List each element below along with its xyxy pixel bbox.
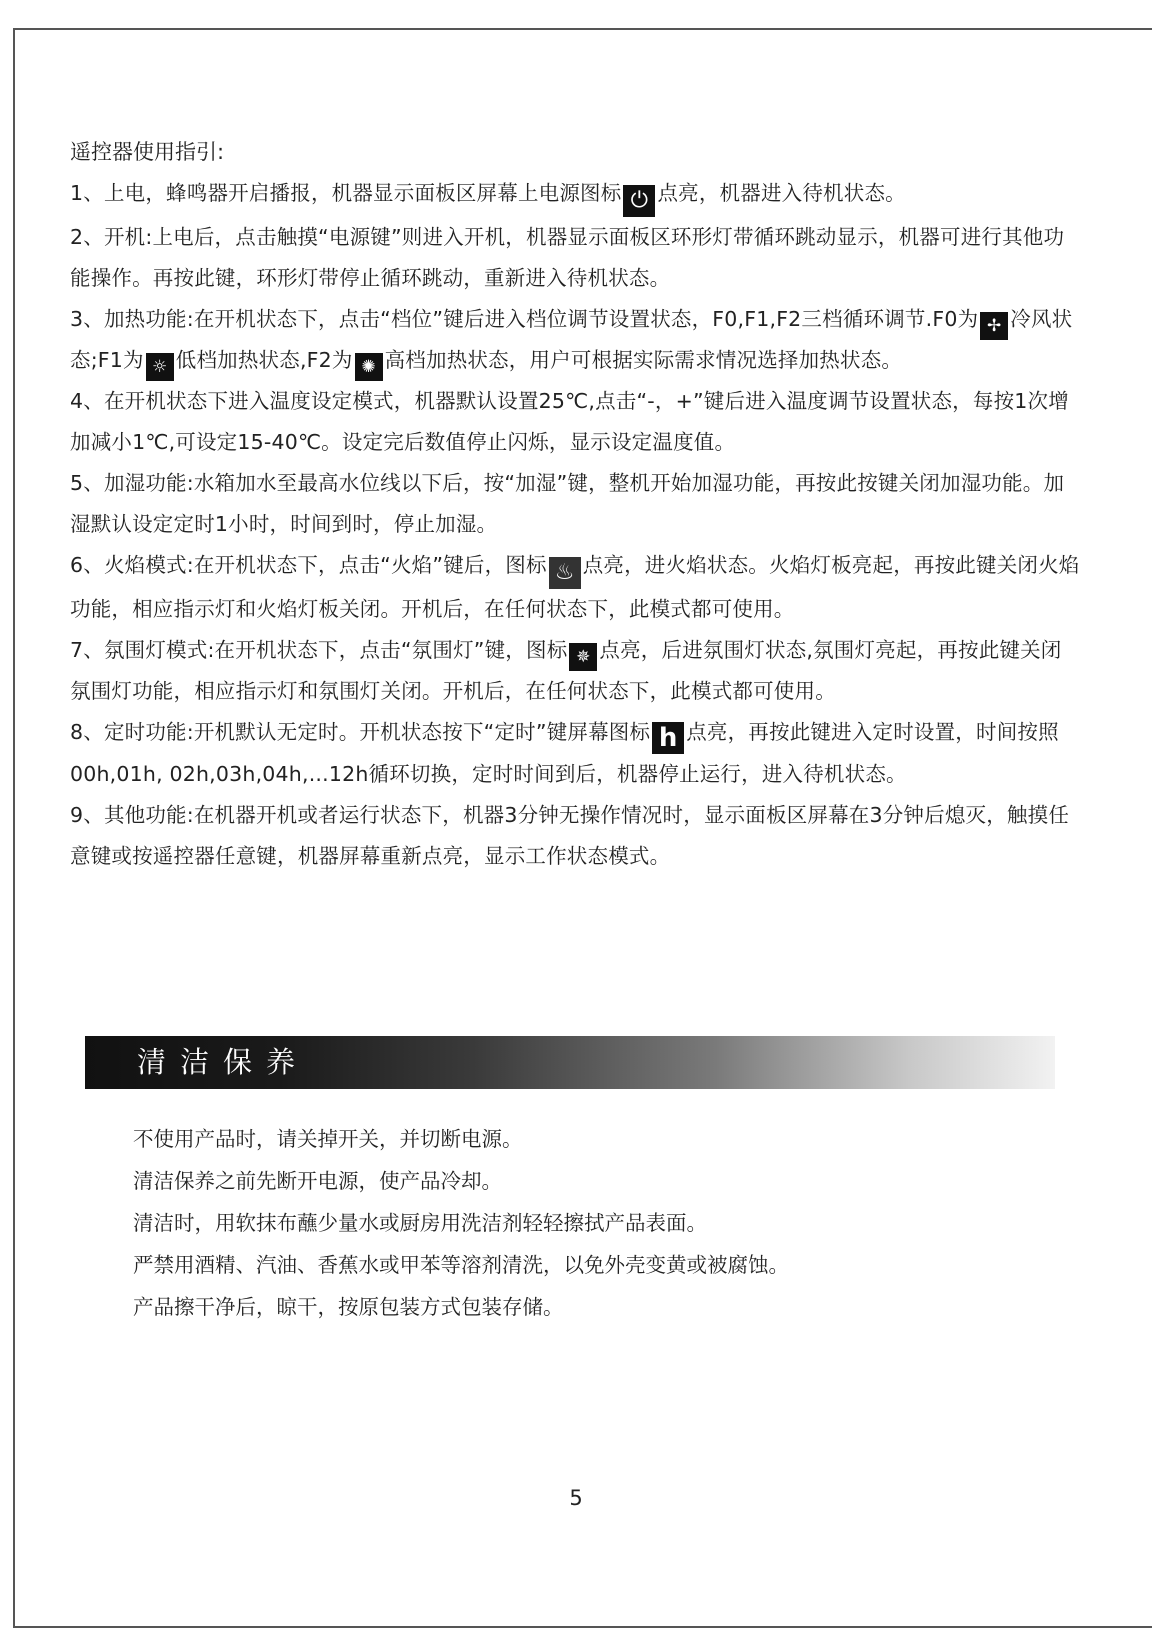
care-instructions	[133, 1118, 1033, 1328]
item-5: 5、加湿功能:水箱加水至最高水位线以下后，按“加湿”键，整机开始加湿功能，再按此按键关闭加湿功能。加湿默认设定定时1小时，时间到时，停止加湿。	[70, 471, 1065, 536]
item-7-text-b: 点亮，后进氛围灯状态,氛围灯亮起，再按此键关闭氛围灯功能，相应指示灯和氛围灯关闭。开机后，在任何状态下，此模式都可使用。	[70, 638, 1062, 703]
item-3-text-a: 3、加热功能:在开机状态下，点击“档位”键后进入档位调节设置状态，F0,F1,F2三档循环调节.F0为	[70, 307, 979, 331]
item-1-text-a: 1、上电，蜂鸣器开启播报，机器显示面板区屏幕上电源图标	[70, 181, 622, 205]
item-3	[70, 299, 1080, 381]
item-8	[70, 712, 1080, 795]
low-heat-icon: ☼	[146, 353, 174, 381]
item-7	[70, 630, 1080, 712]
care-line: 产品擦干净后，晾干，按原包装方式包装存储。	[133, 1295, 564, 1319]
item-1-text-b: 点亮，机器进入待机状态。	[657, 181, 906, 205]
care-line: 清洁保养之前先断开电源，使产品冷却。	[133, 1169, 502, 1193]
item-4: 4、在开机状态下进入温度设定模式，机器默认设置25℃,点击“-，+”键后进入温度调节设置状态，每按1次增加减小1℃,可设定15-40℃。设定完后数值停止闪烁，显示设定温度值。	[70, 389, 1069, 454]
instructions-heading: 遥控器使用指引:	[70, 140, 225, 164]
item-3-text-b: 冷风状态;F1为	[70, 307, 1073, 372]
item-6-text-b: 点亮，进火焰状态。火焰灯板亮起，再按此键关闭火焰功能，相应指示灯和火焰灯板关闭。开机后，在任何状态下，此模式都可使用。	[70, 553, 1080, 621]
item-8-text-b: 点亮，再按此键进入定时设置，时间按照00h,01h, 02h,03h,04h,...12h循环切换，定时时间到后，机器停止运行，进入待机状态。	[70, 720, 1059, 786]
ambient-light-icon: ✵	[569, 643, 597, 671]
section-banner	[85, 1036, 1055, 1089]
item-6	[70, 545, 1080, 630]
care-line: 清洁时，用软抹布蘸少量水或厨房用洗洁剂轻轻擦拭产品表面。	[133, 1211, 707, 1235]
item-3-text-d: 高档加热状态，用户可根据实际需求情况选择加热状态。	[384, 348, 903, 372]
item-3-text-c: 低档加热状态,F2为	[175, 348, 353, 372]
item-7-text-a: 7、氛围灯模式:在开机状态下，点击“氛围灯”键，图标	[70, 638, 568, 662]
page-number: 5	[569, 1486, 583, 1510]
item-8-text-a: 8、定时功能:开机默认无定时。开机状态按下“定时”键屏幕图标	[70, 720, 651, 744]
fan-icon: ✢	[980, 312, 1008, 340]
high-heat-icon: ✺	[355, 353, 383, 381]
power-icon: ⏻	[623, 185, 655, 217]
timer-h-icon: h	[652, 722, 684, 754]
instructions	[70, 138, 1080, 877]
item-6-text-a: 6、火焰模式:在开机状态下，点击“火焰”键后，图标	[70, 553, 547, 577]
item-9: 9、其他功能:在机器开机或者运行状态下，机器3分钟无操作情况时，显示面板区屏幕在3分钟后熄灭，触摸任意键或按遥控器任意键，机器屏幕重新点亮，显示工作状态模式。	[70, 803, 1070, 868]
section-title: 清洁保养	[137, 1045, 310, 1079]
item-2: 2、开机:上电后，点击触摸“电源键”则进入开机，机器显示面板区环形灯带循环跳动显示，机器可进行其他功能操作。再按此键，环形灯带停止循环跳动，重新进入待机状态。	[70, 225, 1065, 290]
flame-icon: ♨	[549, 557, 581, 589]
care-line: 严禁用酒精、汽油、香蕉水或甲苯等溶剂清洗，以免外壳变黄或被腐蚀。	[133, 1253, 789, 1277]
item-1	[70, 173, 1080, 217]
care-line: 不使用产品时，请关掉开关，并切断电源。	[133, 1127, 523, 1151]
